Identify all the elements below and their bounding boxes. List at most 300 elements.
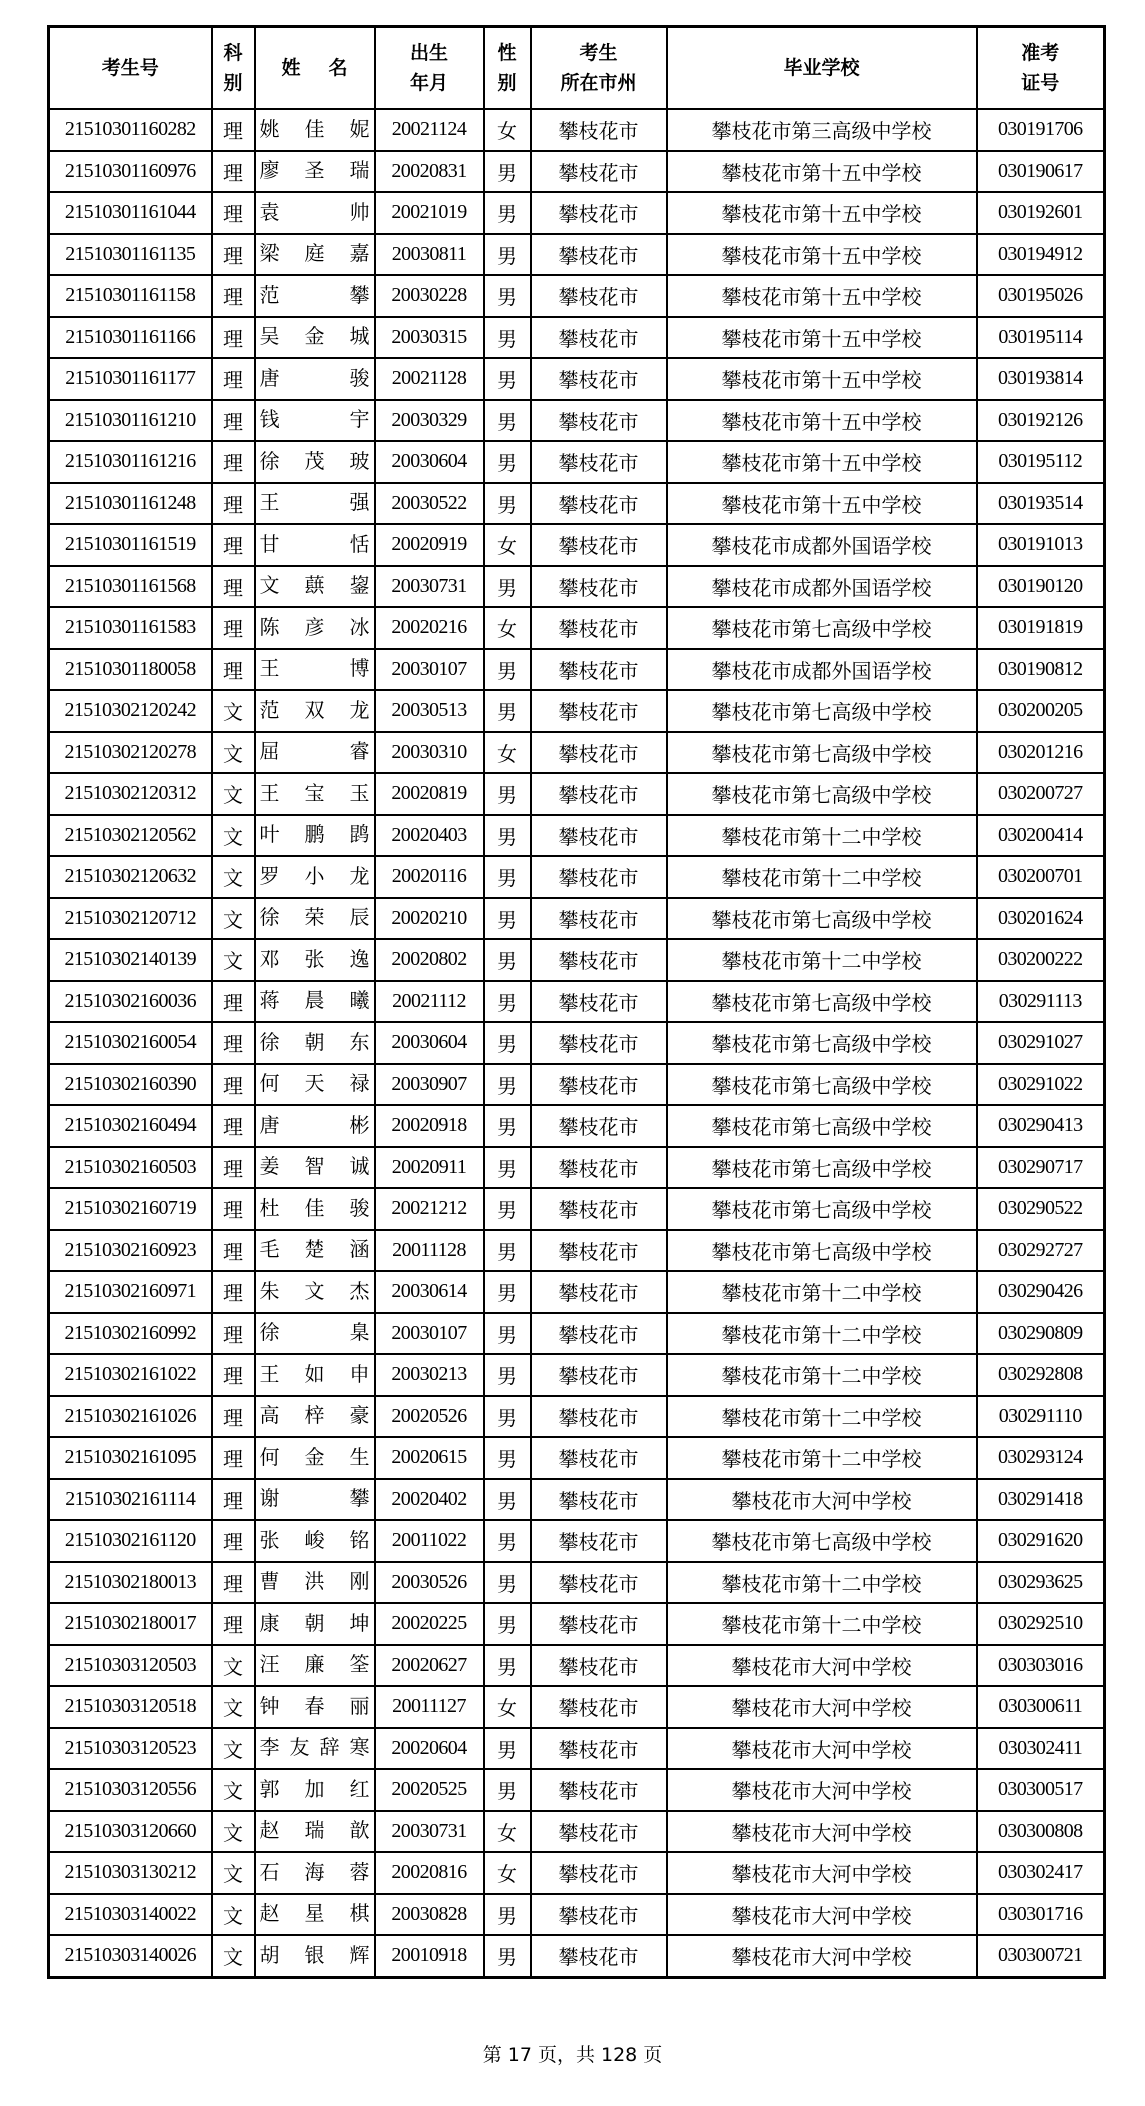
cell-ticket: 030290426: [977, 1271, 1105, 1313]
cell-exam-no: 21510302160054: [49, 1022, 212, 1064]
name-text: 文蕻鋆: [259, 575, 370, 598]
cell-subject: 理: [212, 400, 255, 442]
cell-name: [255, 1520, 375, 1562]
cell-subject: 文: [212, 856, 255, 898]
cell-ticket: 030301716: [977, 1894, 1105, 1936]
cell-city: 攀枝花市: [531, 939, 667, 981]
cell-birth: 20030811: [375, 234, 484, 276]
name-text: 邓张逸: [259, 948, 370, 971]
cell-birth: 20030107: [375, 1313, 484, 1355]
cell-city: 攀枝花市: [531, 1396, 667, 1438]
cell-city: 攀枝花市: [531, 1562, 667, 1604]
name-text: 徐臬: [259, 1322, 370, 1345]
cell-school: 攀枝花市第十二中学校: [667, 1562, 977, 1604]
name-text: 王如申: [259, 1363, 370, 1386]
cell-ticket: 030200701: [977, 856, 1105, 898]
cell-exam-no: 21510302180013: [49, 1562, 212, 1604]
cell-school: 攀枝花市第七高级中学校: [667, 1147, 977, 1189]
cell-city: 攀枝花市: [531, 1935, 667, 1977]
cell-ticket: 030300611: [977, 1686, 1105, 1728]
cell-name: [255, 524, 375, 566]
header-name-char2: 名: [328, 57, 348, 79]
cell-school: 攀枝花市第十五中学校: [667, 400, 977, 442]
cell-ticket: 030292510: [977, 1603, 1105, 1645]
name-text: 王强: [259, 492, 370, 515]
header-subject-line2: 别: [223, 72, 243, 94]
header-city: [531, 27, 667, 110]
cell-birth: 20030213: [375, 1354, 484, 1396]
cell-name: [255, 1686, 375, 1728]
cell-school: 攀枝花市大河中学校: [667, 1479, 977, 1521]
table-row: [49, 898, 1105, 940]
cell-school: 攀枝花市第十五中学校: [667, 275, 977, 317]
cell-subject: 理: [212, 192, 255, 234]
cell-birth: 20011127: [375, 1686, 484, 1728]
cell-ticket: 030302417: [977, 1852, 1105, 1894]
cell-ticket: 030293124: [977, 1437, 1105, 1479]
cell-gender: 男: [484, 400, 531, 442]
cell-name: [255, 566, 375, 608]
header-gender-line2: 别: [497, 72, 517, 94]
cell-school: 攀枝花市第三高级中学校: [667, 109, 977, 151]
cell-ticket: 030195112: [977, 441, 1105, 483]
cell-name: [255, 1894, 375, 1936]
cell-exam-no: 21510302161026: [49, 1396, 212, 1438]
cell-exam-no: 21510302120632: [49, 856, 212, 898]
cell-birth: 20030731: [375, 1811, 484, 1853]
cell-gender: 男: [484, 649, 531, 691]
cell-ticket: 030195026: [977, 275, 1105, 317]
cell-city: 攀枝花市: [531, 1147, 667, 1189]
cell-ticket: 030292808: [977, 1354, 1105, 1396]
cell-birth: 20030107: [375, 649, 484, 691]
cell-exam-no: 21510302161095: [49, 1437, 212, 1479]
name-text: 吴金城: [259, 326, 370, 349]
cell-exam-no: 21510303120518: [49, 1686, 212, 1728]
cell-birth: 20020627: [375, 1645, 484, 1687]
table-row: [49, 358, 1105, 400]
cell-city: 攀枝花市: [531, 732, 667, 774]
name-text: 唐骏: [259, 367, 370, 390]
cell-exam-no: 21510303120660: [49, 1811, 212, 1853]
cell-gender: 女: [484, 524, 531, 566]
cell-birth: 20030614: [375, 1271, 484, 1313]
cell-school: 攀枝花市第七高级中学校: [667, 1230, 977, 1272]
table-row: [49, 317, 1105, 359]
header-city-line1: 考生: [579, 42, 618, 64]
cell-gender: 女: [484, 1852, 531, 1894]
cell-subject: 文: [212, 1852, 255, 1894]
cell-birth: 20021124: [375, 109, 484, 151]
cell-birth: 20020216: [375, 607, 484, 649]
table-row: [49, 1935, 1105, 1977]
cell-school: 攀枝花市第十五中学校: [667, 441, 977, 483]
cell-ticket: 030291022: [977, 1064, 1105, 1106]
cell-subject: 理: [212, 1271, 255, 1313]
cell-exam-no: 21510301161210: [49, 400, 212, 442]
name-text: 李友辞寒: [259, 1737, 370, 1760]
header-row: [49, 27, 1105, 110]
cell-subject: 文: [212, 939, 255, 981]
header-subject-line1: 科: [223, 42, 243, 64]
cell-name: [255, 939, 375, 981]
cell-subject: 理: [212, 317, 255, 359]
table-row: [49, 483, 1105, 525]
cell-school: 攀枝花市第十五中学校: [667, 151, 977, 193]
table-row: [49, 1562, 1105, 1604]
cell-exam-no: 21510301180058: [49, 649, 212, 691]
cell-exam-no: 21510302160992: [49, 1313, 212, 1355]
cell-city: 攀枝花市: [531, 1852, 667, 1894]
cell-subject: 文: [212, 1935, 255, 1977]
cell-subject: 理: [212, 1520, 255, 1562]
cell-ticket: 030291110: [977, 1396, 1105, 1438]
cell-gender: 男: [484, 1437, 531, 1479]
cell-city: 攀枝花市: [531, 1064, 667, 1106]
cell-school: 攀枝花市第十二中学校: [667, 1437, 977, 1479]
cell-ticket: 030191706: [977, 109, 1105, 151]
cell-school: 攀枝花市第十五中学校: [667, 234, 977, 276]
cell-birth: 20030604: [375, 1022, 484, 1064]
cell-birth: 20010918: [375, 1935, 484, 1977]
cell-city: 攀枝花市: [531, 275, 667, 317]
cell-city: 攀枝花市: [531, 1811, 667, 1853]
cell-ticket: 030200205: [977, 690, 1105, 732]
cell-gender: 女: [484, 109, 531, 151]
cell-name: [255, 1022, 375, 1064]
cell-school: 攀枝花市大河中学校: [667, 1852, 977, 1894]
cell-gender: 男: [484, 1354, 531, 1396]
cell-name: [255, 1852, 375, 1894]
cell-subject: 理: [212, 358, 255, 400]
cell-name: [255, 358, 375, 400]
name-text: 毛楚涵: [259, 1239, 370, 1262]
name-text: 叶鹏鹍: [259, 824, 370, 847]
cell-ticket: 030195114: [977, 317, 1105, 359]
cell-exam-no: 21510301161519: [49, 524, 212, 566]
cell-ticket: 030290522: [977, 1188, 1105, 1230]
cell-birth: 20020816: [375, 1852, 484, 1894]
cell-ticket: 030192601: [977, 192, 1105, 234]
cell-gender: 男: [484, 1105, 531, 1147]
cell-ticket: 030193814: [977, 358, 1105, 400]
cell-birth: 20020604: [375, 1728, 484, 1770]
table-row: [49, 690, 1105, 732]
cell-exam-no: 21510302160036: [49, 981, 212, 1023]
cell-birth: 20020526: [375, 1396, 484, 1438]
cell-subject: 理: [212, 1562, 255, 1604]
cell-school: 攀枝花市第七高级中学校: [667, 607, 977, 649]
cell-city: 攀枝花市: [531, 1354, 667, 1396]
cell-school: 攀枝花市成都外国语学校: [667, 524, 977, 566]
name-text: 赵星棋: [259, 1903, 370, 1926]
cell-subject: 理: [212, 151, 255, 193]
cell-city: 攀枝花市: [531, 898, 667, 940]
cell-city: 攀枝花市: [531, 1686, 667, 1728]
cell-school: 攀枝花市第七高级中学校: [667, 1105, 977, 1147]
cell-city: 攀枝花市: [531, 151, 667, 193]
cell-name: [255, 1354, 375, 1396]
cell-subject: 理: [212, 1147, 255, 1189]
cell-gender: 男: [484, 317, 531, 359]
header-gender-line1: 性: [497, 42, 517, 64]
cell-birth: 20020525: [375, 1769, 484, 1811]
cell-ticket: 030300517: [977, 1769, 1105, 1811]
cell-city: 攀枝花市: [531, 1313, 667, 1355]
cell-subject: 文: [212, 1728, 255, 1770]
name-text: 杜佳骏: [259, 1197, 370, 1220]
name-text: 梁庭嘉: [259, 243, 370, 266]
cell-ticket: 030190812: [977, 649, 1105, 691]
cell-name: [255, 1437, 375, 1479]
cell-subject: 理: [212, 441, 255, 483]
table-row: [49, 400, 1105, 442]
cell-subject: 理: [212, 275, 255, 317]
table-row: [49, 109, 1105, 151]
table-row: [49, 1064, 1105, 1106]
cell-gender: 男: [484, 773, 531, 815]
cell-birth: 20030228: [375, 275, 484, 317]
cell-birth: 20011128: [375, 1230, 484, 1272]
name-text: 范攀: [259, 284, 370, 307]
cell-name: [255, 151, 375, 193]
cell-city: 攀枝花市: [531, 1520, 667, 1562]
cell-school: 攀枝花市第十二中学校: [667, 939, 977, 981]
cell-gender: 男: [484, 1147, 531, 1189]
cell-city: 攀枝花市: [531, 1728, 667, 1770]
cell-city: 攀枝花市: [531, 773, 667, 815]
cell-gender: 男: [484, 898, 531, 940]
header-name-char1: 姓: [281, 57, 301, 79]
name-text: 石海蓉: [259, 1861, 370, 1884]
cell-school: 攀枝花市第十二中学校: [667, 1603, 977, 1645]
cell-subject: 文: [212, 1894, 255, 1936]
cell-city: 攀枝花市: [531, 1603, 667, 1645]
name-text: 甘恬: [259, 533, 370, 556]
cell-gender: 男: [484, 1313, 531, 1355]
table-row: [49, 234, 1105, 276]
header-exam-no: 考生号: [49, 27, 212, 110]
cell-exam-no: 21510302160719: [49, 1188, 212, 1230]
cell-exam-no: 21510301160976: [49, 151, 212, 193]
table-row: [49, 1188, 1105, 1230]
cell-gender: 男: [484, 1769, 531, 1811]
cell-gender: 男: [484, 483, 531, 525]
cell-gender: 女: [484, 1686, 531, 1728]
cell-ticket: 030201216: [977, 732, 1105, 774]
cell-subject: 理: [212, 1022, 255, 1064]
name-text: 王宝玉: [259, 782, 370, 805]
cell-school: 攀枝花市第七高级中学校: [667, 1064, 977, 1106]
cell-subject: 文: [212, 1645, 255, 1687]
cell-ticket: 030300721: [977, 1935, 1105, 1977]
cell-school: 攀枝花市成都外国语学校: [667, 566, 977, 608]
cell-name: [255, 1188, 375, 1230]
cell-city: 攀枝花市: [531, 234, 667, 276]
cell-city: 攀枝花市: [531, 1271, 667, 1313]
cell-exam-no: 21510301161216: [49, 441, 212, 483]
header-ticket-line2: 证号: [1021, 72, 1060, 94]
cell-school: 攀枝花市第七高级中学校: [667, 732, 977, 774]
cell-exam-no: 21510303120503: [49, 1645, 212, 1687]
cell-school: 攀枝花市第十五中学校: [667, 483, 977, 525]
name-text: 姜智诚: [259, 1156, 370, 1179]
cell-gender: 女: [484, 607, 531, 649]
name-text: 何天禄: [259, 1073, 370, 1096]
cell-ticket: 030292727: [977, 1230, 1105, 1272]
cell-city: 攀枝花市: [531, 649, 667, 691]
name-text: 朱文杰: [259, 1280, 370, 1303]
table-row: [49, 773, 1105, 815]
cell-name: [255, 1728, 375, 1770]
cell-gender: 男: [484, 1894, 531, 1936]
table-body: [49, 109, 1105, 1977]
table-row: [49, 524, 1105, 566]
cell-school: 攀枝花市大河中学校: [667, 1769, 977, 1811]
cell-subject: 理: [212, 1230, 255, 1272]
cell-subject: 文: [212, 1769, 255, 1811]
cell-name: [255, 275, 375, 317]
cell-name: [255, 1147, 375, 1189]
cell-city: 攀枝花市: [531, 524, 667, 566]
cell-school: 攀枝花市第七高级中学校: [667, 773, 977, 815]
cell-city: 攀枝花市: [531, 981, 667, 1023]
table-row: [49, 1313, 1105, 1355]
cell-name: [255, 1230, 375, 1272]
cell-school: 攀枝花市第十二中学校: [667, 1354, 977, 1396]
table-row: [49, 856, 1105, 898]
table-row: [49, 1437, 1105, 1479]
table-row: [49, 1603, 1105, 1645]
cell-exam-no: 21510301160282: [49, 109, 212, 151]
name-text: 姚佳妮: [259, 118, 370, 141]
cell-ticket: 030192126: [977, 400, 1105, 442]
cell-subject: 文: [212, 898, 255, 940]
cell-exam-no: 21510302160390: [49, 1064, 212, 1106]
name-text: 汪廉筌: [259, 1654, 370, 1677]
name-text: 唐彬: [259, 1114, 370, 1137]
cell-gender: 男: [484, 981, 531, 1023]
table-row: [49, 1811, 1105, 1853]
name-text: 张峻铭: [259, 1529, 370, 1552]
cell-school: 攀枝花市大河中学校: [667, 1645, 977, 1687]
cell-subject: 理: [212, 566, 255, 608]
cell-name: [255, 234, 375, 276]
table-row: [49, 1769, 1105, 1811]
cell-name: [255, 773, 375, 815]
table-row: [49, 1728, 1105, 1770]
header-birth-line1: 出生: [409, 42, 448, 64]
cell-city: 攀枝花市: [531, 317, 667, 359]
cell-school: 攀枝花市第十五中学校: [667, 192, 977, 234]
cell-gender: 男: [484, 358, 531, 400]
cell-name: [255, 192, 375, 234]
cell-gender: 男: [484, 1396, 531, 1438]
cell-school: 攀枝花市成都外国语学校: [667, 649, 977, 691]
cell-subject: 理: [212, 1396, 255, 1438]
cell-city: 攀枝花市: [531, 607, 667, 649]
cell-birth: 20030731: [375, 566, 484, 608]
cell-school: 攀枝花市大河中学校: [667, 1728, 977, 1770]
cell-gender: 男: [484, 690, 531, 732]
cell-subject: 文: [212, 690, 255, 732]
table-row: [49, 1686, 1105, 1728]
cell-birth: 20020615: [375, 1437, 484, 1479]
cell-exam-no: 21510302120562: [49, 815, 212, 857]
cell-city: 攀枝花市: [531, 815, 667, 857]
cell-city: 攀枝花市: [531, 1645, 667, 1687]
cell-ticket: 030291113: [977, 981, 1105, 1023]
cell-gender: 男: [484, 1188, 531, 1230]
name-text: 郭加红: [259, 1778, 370, 1801]
table-row: [49, 275, 1105, 317]
cell-subject: 理: [212, 607, 255, 649]
cell-ticket: 030300808: [977, 1811, 1105, 1853]
cell-name: [255, 1064, 375, 1106]
cell-birth: 20020831: [375, 151, 484, 193]
name-text: 蒋晨曦: [259, 990, 370, 1013]
cell-subject: 文: [212, 1686, 255, 1728]
cell-ticket: 030194912: [977, 234, 1105, 276]
table-row: [49, 607, 1105, 649]
table-row: [49, 815, 1105, 857]
cell-exam-no: 21510301161166: [49, 317, 212, 359]
cell-subject: 理: [212, 981, 255, 1023]
cell-school: 攀枝花市第十二中学校: [667, 856, 977, 898]
cell-school: 攀枝花市第十二中学校: [667, 1313, 977, 1355]
table-row: [49, 1396, 1105, 1438]
cell-ticket: 030291027: [977, 1022, 1105, 1064]
table-row: [49, 1354, 1105, 1396]
cell-gender: 男: [484, 815, 531, 857]
cell-gender: 男: [484, 1562, 531, 1604]
cell-subject: 理: [212, 1188, 255, 1230]
table-row: [49, 981, 1105, 1023]
table-row: [49, 649, 1105, 691]
cell-exam-no: 21510302120242: [49, 690, 212, 732]
cell-exam-no: 21510301161177: [49, 358, 212, 400]
cell-exam-no: 21510302180017: [49, 1603, 212, 1645]
cell-city: 攀枝花市: [531, 1022, 667, 1064]
cell-city: 攀枝花市: [531, 109, 667, 151]
cell-ticket: 030190617: [977, 151, 1105, 193]
header-name: [255, 27, 375, 110]
cell-birth: 20020919: [375, 524, 484, 566]
cell-school: 攀枝花市第七高级中学校: [667, 1188, 977, 1230]
cell-exam-no: 21510302161114: [49, 1479, 212, 1521]
header-city-line2: 所在市州: [560, 72, 637, 94]
cell-name: [255, 400, 375, 442]
cell-name: [255, 815, 375, 857]
cell-exam-no: 21510302160923: [49, 1230, 212, 1272]
cell-gender: 女: [484, 732, 531, 774]
table-row: [49, 1271, 1105, 1313]
cell-birth: 20020225: [375, 1603, 484, 1645]
name-text: 王博: [259, 658, 370, 681]
cell-exam-no: 21510303140026: [49, 1935, 212, 1977]
cell-ticket: 030293625: [977, 1562, 1105, 1604]
header-subject: [212, 27, 255, 110]
cell-exam-no: 21510303130212: [49, 1852, 212, 1894]
cell-birth: 20020911: [375, 1147, 484, 1189]
name-text: 康朝坤: [259, 1612, 370, 1635]
name-text: 徐荣辰: [259, 907, 370, 930]
name-text: 屈睿: [259, 741, 370, 764]
cell-exam-no: 21510302160494: [49, 1105, 212, 1147]
table-row: [49, 939, 1105, 981]
table-row: [49, 1520, 1105, 1562]
cell-name: [255, 607, 375, 649]
